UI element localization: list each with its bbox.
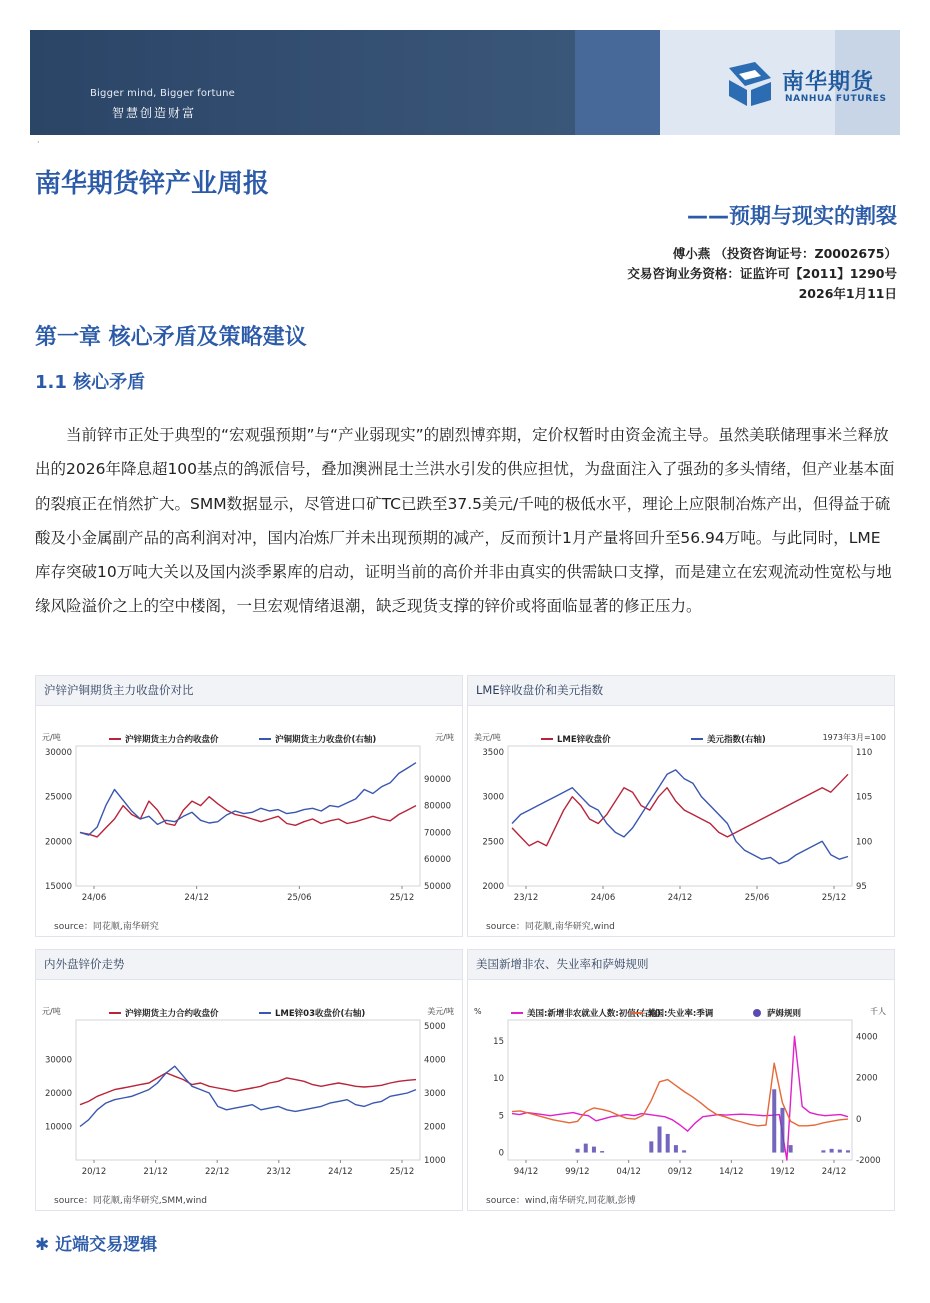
y-tick-label: 5 [498, 1111, 504, 1122]
sahm-bar [584, 1144, 588, 1153]
left-axis-unit: 美元/吨 [474, 733, 501, 742]
legend-label: 沪锌期货主力合约收盘价 [125, 1009, 219, 1019]
sahm-bar [830, 1149, 834, 1153]
y-tick-label: 10000 [44, 1122, 72, 1133]
x-tick-label: 25/12 [389, 893, 415, 903]
chart-nonfarm-unemployment [468, 980, 894, 1192]
sahm-bar [576, 1149, 580, 1153]
x-tick-label: 22/12 [204, 1167, 230, 1177]
plot-frame [76, 1020, 420, 1160]
x-tick-label: 24/06 [590, 893, 616, 903]
plot-frame [76, 746, 420, 886]
x-tick-label: 94/12 [513, 1167, 539, 1177]
y2-tick-label: 100 [856, 837, 873, 848]
chart-source: source：wind,南华研究,同花顺,彭博 [486, 1196, 636, 1206]
x-tick-label: 14/12 [719, 1167, 744, 1177]
y-tick-label: 30000 [44, 1055, 72, 1066]
sahm-bar [592, 1147, 596, 1153]
x-tick-label: 25/06 [744, 893, 770, 903]
x-tick-label: 23/12 [266, 1167, 292, 1177]
y2-tick-label: 4000 [856, 1032, 878, 1043]
chapter-heading: 第一章 核心矛盾及策略建议 [35, 325, 307, 350]
y2-tick-label: 0 [856, 1114, 862, 1125]
sahm-bar [846, 1150, 850, 1152]
banner-stripe [575, 30, 660, 135]
section-heading: 1.1 核心矛盾 [35, 372, 146, 393]
y-tick-label: 2000 [482, 882, 504, 892]
report-subtitle: ——预期与现实的割裂 [687, 204, 897, 228]
y2-tick-label: 90000 [424, 774, 452, 785]
series-line [80, 797, 416, 837]
author-line: 傅小燕 （投资咨询证号：Z0002675） [672, 246, 897, 261]
y-tick-label: 15 [493, 1036, 504, 1047]
series-line [512, 770, 848, 864]
page-marker: · [37, 138, 40, 147]
x-tick-label: 24/12 [667, 893, 693, 903]
y-tick-label: 15000 [44, 882, 72, 892]
x-tick-label: 21/12 [143, 1167, 168, 1177]
y-tick-label: 25000 [44, 792, 72, 803]
x-tick-label: 25/12 [821, 893, 847, 903]
sahm-bar [658, 1127, 662, 1153]
y2-tick-label: 50000 [424, 882, 452, 892]
chart-panel [35, 949, 463, 1211]
y2-tick-label: 4000 [424, 1055, 446, 1066]
y2-tick-label: 3000 [424, 1089, 446, 1099]
series-line [512, 1036, 848, 1160]
series-line [512, 774, 848, 846]
legend-label: LME锌收盘价 [557, 735, 611, 745]
y-tick-label: 30000 [44, 748, 72, 758]
left-axis-unit: 元/吨 [42, 1007, 61, 1016]
chart-zinc-copper [36, 706, 462, 918]
sahm-bar [772, 1089, 776, 1152]
chart-source: source：同花顺,南华研究 [54, 922, 159, 932]
y-tick-label: 0 [498, 1148, 504, 1159]
chart-domestic-foreign [36, 980, 462, 1192]
legend-label: 萨姆规则 [767, 1009, 802, 1019]
y2-tick-label: 5000 [424, 1022, 446, 1032]
x-tick-label: 04/12 [616, 1167, 641, 1177]
y2-tick-label: 80000 [424, 801, 452, 812]
x-tick-label: 25/06 [287, 893, 312, 903]
legend-label: LME锌03收盘价(右轴) [275, 1009, 366, 1019]
right-axis-unit: 元/吨 [435, 733, 454, 742]
chart-panel [35, 675, 463, 937]
series-line [80, 763, 416, 835]
chart-panel [467, 675, 895, 937]
y-tick-label: 20000 [44, 1089, 72, 1099]
series-line [80, 1066, 416, 1126]
legend-label: 美元指数(右轴) [707, 735, 766, 745]
left-axis-unit: 元/吨 [42, 733, 61, 742]
x-tick-label: 24/06 [81, 893, 107, 903]
x-tick-label: 25/12 [389, 1167, 415, 1177]
legend-swatch [753, 1009, 761, 1017]
sahm-bar [789, 1145, 793, 1152]
chart-source: source：同花顺,南华研究,wind [486, 922, 615, 932]
x-tick-label: 23/12 [513, 893, 539, 903]
x-tick-label: 24/12 [184, 893, 209, 903]
y-tick-label: 2500 [482, 837, 504, 848]
series-line [512, 1063, 848, 1126]
logo-name-en: NANHUA FUTURES [785, 94, 887, 104]
header-banner [30, 30, 900, 135]
right-axis-unit: 千人 [870, 1007, 886, 1016]
sahm-bar [838, 1150, 842, 1153]
y-tick-label: 20000 [44, 837, 72, 848]
chart-title: 内外盘锌价走势 [36, 950, 462, 980]
legend-label: 沪锌期货主力合约收盘价 [125, 735, 219, 745]
x-tick-label: 09/12 [667, 1167, 693, 1177]
chart-lme-dollar [468, 706, 894, 918]
qualification-line: 交易咨询业务资格：证监许可【2011】1290号 [627, 266, 897, 281]
x-tick-label: 20/12 [81, 1167, 107, 1177]
nanhua-logo-icon [725, 60, 775, 108]
y2-tick-label: 2000 [424, 1122, 446, 1133]
legend-label: 美国:新增非农就业人数:初值(右轴) [527, 1009, 661, 1019]
chart-title: 美国新增非农、失业率和萨姆规则 [468, 950, 894, 980]
sahm-bar [674, 1145, 678, 1152]
y-tick-label: 3500 [482, 748, 504, 758]
y-tick-label: 3000 [482, 792, 504, 803]
report-title: 南华期货锌产业周报 [35, 169, 270, 199]
chart-source: source：同花顺,南华研究,SMM,wind [54, 1196, 207, 1206]
legend-label: 美国:失业率:季调 [647, 1009, 714, 1019]
x-tick-label: 99/12 [565, 1167, 590, 1177]
logo-name: 南华期货 [782, 70, 875, 95]
y2-tick-label: 2000 [856, 1073, 878, 1084]
y2-tick-label: 110 [856, 748, 873, 758]
sahm-bar [666, 1134, 670, 1153]
series-line [80, 1073, 416, 1105]
x-tick-label: 24/12 [328, 1167, 353, 1177]
y2-tick-label: 60000 [424, 855, 452, 866]
right-axis-unit: 美元/吨 [427, 1007, 454, 1016]
sahm-bar [682, 1150, 686, 1152]
x-tick-label: 24/12 [821, 1167, 847, 1177]
sahm-bar [821, 1150, 825, 1152]
body-paragraph: 当前锌市正处于典型的“宏观强预期”与“产业弱现实”的剧烈博弈期，定价权暂时由资金流主导。虽然美联储理事米兰释放出的2026年降息超100基点的鸽派信号，叠加澳洲昆士兰洪水引发的供应担忧，为盘面注入了强劲的多头情绪，但产业基本面的裂痕正在悄然扩大。SMM数据显示，尽管进口矿TC已跌至37.5美元/千吨的极低水平，理论上应限制冶炼产出，但得益于硫酸及小金属副产品的高利润对冲，国内冶炼厂并未出现预期的减产，反而预计1月产量将回升至56.94万吨。与此同时，LME库存突破10万吨大关以及国内淡季累库的启动，证明当前的高价并非由真实的供需缺口支撑，而是建立在宏观流动性宽松与地缘风险溢价之上的空中楼阁，一旦宏观情绪退潮，缺乏现货支撑的锌价或将面临显著的修正压力。 [35, 426, 895, 616]
chart-note: 1973年3月=100 [822, 733, 886, 742]
chart-title: LME锌收盘价和美元指数 [468, 676, 894, 706]
subsection-heading: ✱ 近端交易逻辑 [35, 1235, 158, 1255]
y2-tick-label: -2000 [856, 1156, 881, 1166]
slogan-cn: 智慧创造财富 [112, 106, 197, 120]
sahm-bar [780, 1108, 784, 1153]
left-axis-unit: % [474, 1007, 482, 1016]
y2-tick-label: 70000 [424, 828, 452, 839]
slogan-en: Bigger mind, Bigger fortune [90, 88, 236, 99]
y-tick-label: 10 [493, 1074, 504, 1085]
chart-panel [467, 949, 895, 1211]
y2-tick-label: 105 [856, 792, 873, 803]
sahm-bar [600, 1151, 604, 1152]
y2-tick-label: 95 [856, 882, 867, 892]
chart-title: 沪锌沪铜期货主力收盘价对比 [36, 676, 462, 706]
plot-frame [508, 746, 852, 886]
x-tick-label: 19/12 [770, 1167, 795, 1177]
legend-label: 沪铜期货主力收盘价(右轴) [275, 735, 377, 745]
y2-tick-label: 1000 [424, 1156, 446, 1166]
report-date: 2026年1月11日 [798, 286, 897, 301]
sahm-bar [649, 1141, 653, 1152]
